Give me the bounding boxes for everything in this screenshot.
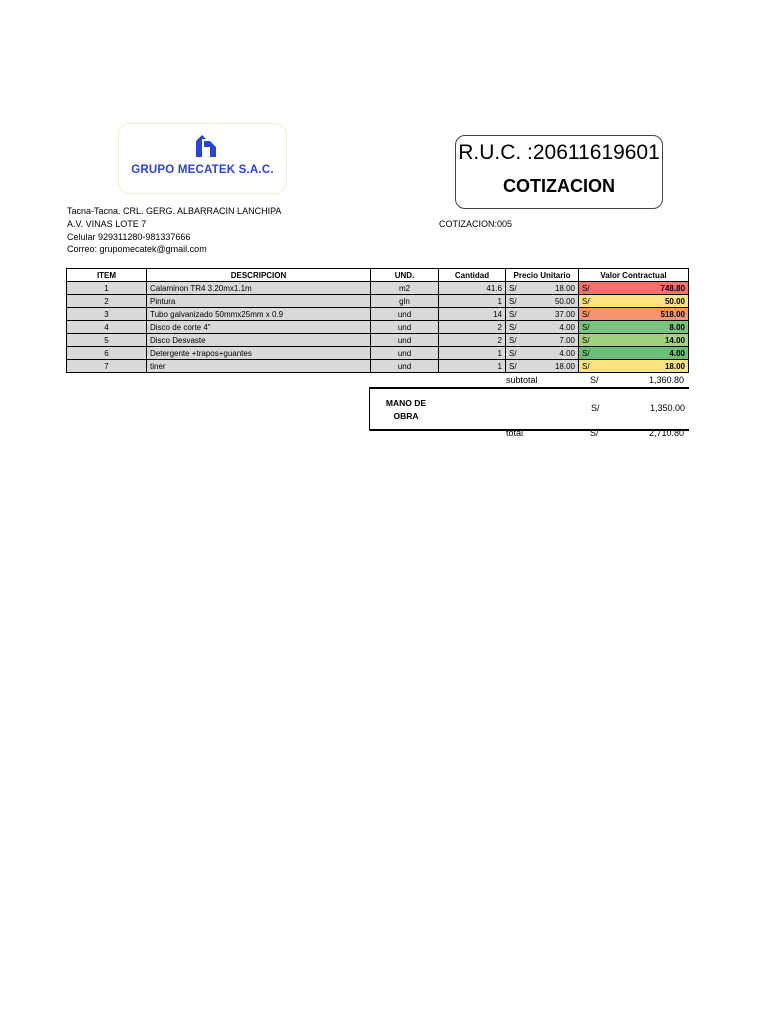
total-label: total <box>506 428 524 438</box>
row-valor-contractual: 4.00 <box>607 347 689 360</box>
mano-de-obra-currency: S/ <box>591 403 600 413</box>
row-valor-contractual: 8.00 <box>607 321 689 334</box>
row-item: 2 <box>67 295 147 308</box>
table-row <box>67 321 689 334</box>
row-cantidad: 1 <box>439 360 506 373</box>
mano-de-obra-label: MANO DE OBRA <box>385 398 427 421</box>
row-descripcion: Pintura <box>147 295 371 308</box>
row-descripcion: Tubo galvanizado 50mmx25mm x 0.9 <box>147 308 371 321</box>
table-row <box>67 308 689 321</box>
row-precio-currency: S/ <box>506 295 536 308</box>
row-valor-contractual: 748.80 <box>607 282 689 295</box>
row-und: und <box>371 360 439 373</box>
row-und: und <box>371 334 439 347</box>
table-row <box>67 360 689 373</box>
row-precio-unitario: 37.00 <box>536 308 579 321</box>
row-item: 1 <box>67 282 147 295</box>
row-descripcion: Detergente +trapos+guantes <box>147 347 371 360</box>
row-cantidad: 14 <box>439 308 506 321</box>
row-valor-currency: S/ <box>579 295 607 308</box>
subtotal-currency: S/ <box>590 375 599 385</box>
row-item: 3 <box>67 308 147 321</box>
table-row <box>67 282 689 295</box>
row-precio-currency: S/ <box>506 347 536 360</box>
row-precio-currency: S/ <box>506 360 536 373</box>
mecatek-logo-icon <box>194 133 218 159</box>
row-und: gln <box>371 295 439 308</box>
address-line-2: A.V. VINAS LOTE 7 <box>67 219 147 229</box>
ruc-box <box>455 135 663 209</box>
ruc-number: R.U.C. :20611619601 <box>458 141 660 164</box>
header-valor-contractual: Valor Contractual <box>579 269 689 282</box>
table-header-row <box>67 269 689 282</box>
phone-line: Celular 929311280-981337666 <box>67 232 191 242</box>
row-und: m2 <box>371 282 439 295</box>
header-precio-unitario: Precio Unitario <box>506 269 579 282</box>
subtotal-label: subtotal <box>506 375 538 385</box>
row-valor-contractual: 518.00 <box>607 308 689 321</box>
subtotal-value: 1,360.80 <box>648 375 684 385</box>
document-title: COTIZACION <box>503 176 615 196</box>
row-cantidad: 2 <box>439 334 506 347</box>
row-descripcion: tiner <box>147 360 371 373</box>
cotizacion-number: COTIZACION:005 <box>439 219 513 229</box>
table-row <box>67 295 689 308</box>
row-cantidad: 1 <box>439 347 506 360</box>
row-precio-unitario: 4.00 <box>536 347 579 360</box>
row-precio-unitario: 50.00 <box>536 295 579 308</box>
total-currency: S/ <box>590 428 599 438</box>
row-und: und <box>371 308 439 321</box>
row-valor-currency: S/ <box>579 321 607 334</box>
header-descripcion: DESCRIPCION <box>147 269 371 282</box>
header-und: UND. <box>371 269 439 282</box>
table-row <box>67 334 689 347</box>
row-item: 6 <box>67 347 147 360</box>
row-precio-currency: S/ <box>506 308 536 321</box>
row-precio-currency: S/ <box>506 334 536 347</box>
mano-de-obra-value: 1,350.00 <box>649 403 685 413</box>
row-valor-currency: S/ <box>579 308 607 321</box>
row-descripcion: Disco de corte 4" <box>147 321 371 334</box>
row-cantidad: 2 <box>439 321 506 334</box>
row-valor-currency: S/ <box>579 360 607 373</box>
row-precio-unitario: 7.00 <box>536 334 579 347</box>
table-row <box>67 347 689 360</box>
row-und: und <box>371 347 439 360</box>
row-cantidad: 1 <box>439 295 506 308</box>
row-precio-unitario: 18.00 <box>536 282 579 295</box>
header-item: ITEM <box>67 269 147 282</box>
row-und: und <box>371 321 439 334</box>
row-precio-unitario: 4.00 <box>536 321 579 334</box>
row-precio-unitario: 18.00 <box>536 360 579 373</box>
row-item: 7 <box>67 360 147 373</box>
row-precio-currency: S/ <box>506 321 536 334</box>
address-line-1: Tacna-Tacna. CRL. GERG. ALBARRACIN LANCHIPA <box>67 206 282 216</box>
row-valor-contractual: 18.00 <box>607 360 689 373</box>
company-logo <box>118 123 287 194</box>
row-item: 4 <box>67 321 147 334</box>
row-valor-currency: S/ <box>579 282 607 295</box>
row-valor-currency: S/ <box>579 334 607 347</box>
items-table <box>66 268 689 373</box>
row-cantidad: 41.6 <box>439 282 506 295</box>
company-name: GRUPO MECATEK S.A.C. <box>131 164 274 176</box>
total-value: 2,710.80 <box>648 428 684 438</box>
header-cantidad: Cantidad <box>439 269 506 282</box>
row-valor-contractual: 14.00 <box>607 334 689 347</box>
row-valor-contractual: 50.00 <box>607 295 689 308</box>
row-item: 5 <box>67 334 147 347</box>
row-descripcion: Disco Desvaste <box>147 334 371 347</box>
row-valor-currency: S/ <box>579 347 607 360</box>
email-line: Correo: grupomecatek@gmail.com <box>67 244 207 254</box>
row-precio-currency: S/ <box>506 282 536 295</box>
mano-de-obra-box <box>369 387 689 431</box>
row-descripcion: Calaminon TR4 3.20mx1.1m <box>147 282 371 295</box>
